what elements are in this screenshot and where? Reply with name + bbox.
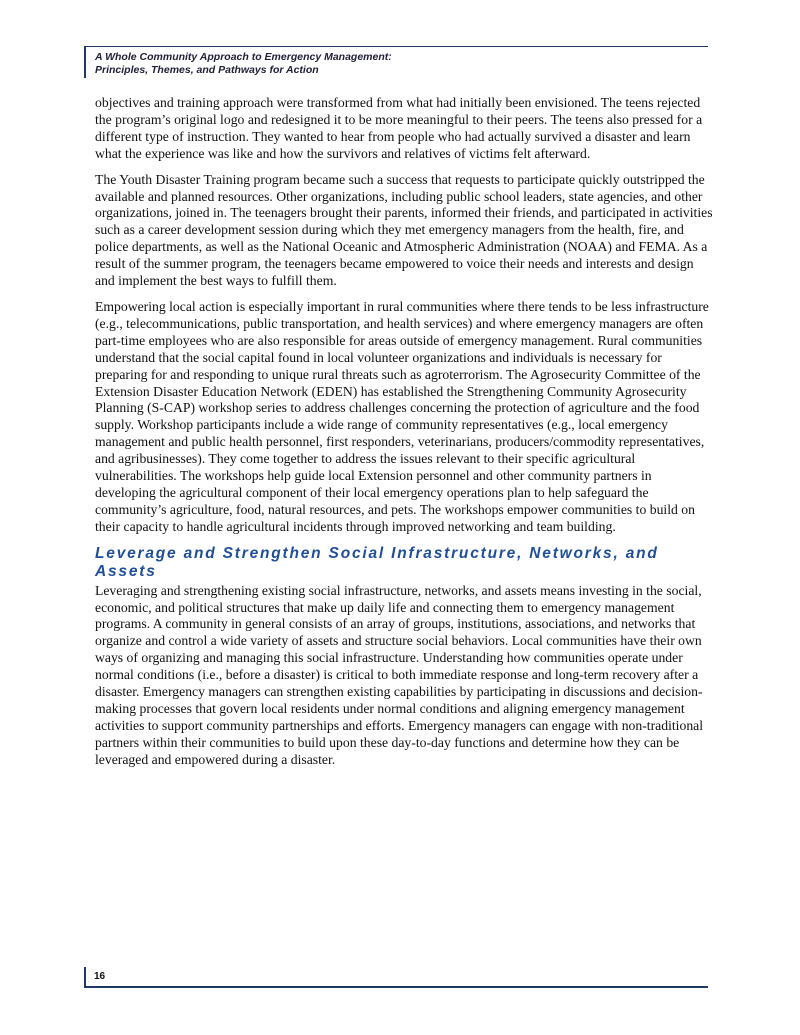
running-header-line-2: Principles, Themes, and Pathways for Action <box>95 64 319 76</box>
running-header <box>95 51 392 77</box>
running-header-line-1: A Whole Community Approach to Emergency Management: <box>95 51 392 63</box>
paragraph-2: The Youth Disaster Training program became such a success that requests to participate quickly outstripped the available and planned resources. Other organizations, including public school leaders, state agencies, and other organizations, joined in. The teenagers brought their parents, informed their friends, and participated in activities such as a career development session during which they met emergency managers from the health, fire, and police departments, as well as the National Oceanic and Atmospheric Administration (NOAA) and FEMA. As a result of the summer program, the teenagers became empowered to voice their needs and interests and design and implement the best ways to fulfill them. <box>95 171 713 289</box>
footer-rule <box>84 986 708 988</box>
section-heading: Leverage and Strengthen Social Infrastructure, Networks, and Assets <box>95 544 659 580</box>
body-text <box>95 95 715 778</box>
section-paragraph: Leveraging and strengthening existing social infrastructure, networks, and assets means investing in the social, economic, and political structures that make up daily life and connecting them to emergency management programs. A community in general consists of an array of groups, institutions, associations, and networks that organize and control a wide variety of assets and structure social behaviors. Local communities have their own ways of organizing and managing this social infrastructure. Understanding how communities operate under normal conditions (i.e., before a disaster) is critical to both immediate response and long-term recovery after a disaster. Emergency managers can strengthen existing capabilities by participating in discussions and decision-making processes that govern local residents under normal conditions and aligning emergency management activities to support community partnerships and efforts. Emergency managers can engage with non-traditional partners within their communities to build upon these day-to-day functions and determine how they can be leveraged and empowered during a disaster. <box>95 582 704 767</box>
header-side-rule <box>84 46 86 78</box>
paragraph-1: objectives and training approach were transformed from what had initially been envisioned. The teens rejected the program’s original logo and redesigned it to be more meaningful to their peers. The teens also pressed for a different type of instruction. They wanted to hear from people who had actually survived a disaster and learn what the experience was like and how the survivors and relatives of victims felt afterward. <box>95 95 703 161</box>
page-number: 16 <box>94 971 106 982</box>
footer-side-rule <box>84 967 86 987</box>
paragraph-3: Empowering local action is especially important in rural communities where there tends to be less infrastructure (e.g., telecommunications, public transportation, and health services) and where emergency managers are often part-time employees who are also responsible for areas outside of emergency management. Rural communities understand that the social capital found in local volunteer organizations and individuals is necessary for preparing for and responding to unique rural threats such as agroterrorism. The Agrosecurity Committee of the Extension Disaster Education Network (EDEN) has established the Strengthening Community Agrosecurity Planning (S-CAP) workshop series to address challenges concerning the protection of agriculture and the food supply. Workshop participants include a wide range of community representatives (e.g., local emergency management and public health personnel, first responders, veterinarians, producers/commodity representatives, and agribusinesses). They come together to address the issues relevant to their specific agricultural vulnerabilities. The workshops help guide local Extension personnel and other community partners in developing the agricultural component of their local emergency operations plan to help safeguard the community’s agriculture, food, natural resources, and pets. The workshops empower communities to build on their capacity to handle agricultural incidents through improved networking and team building. <box>95 298 709 534</box>
